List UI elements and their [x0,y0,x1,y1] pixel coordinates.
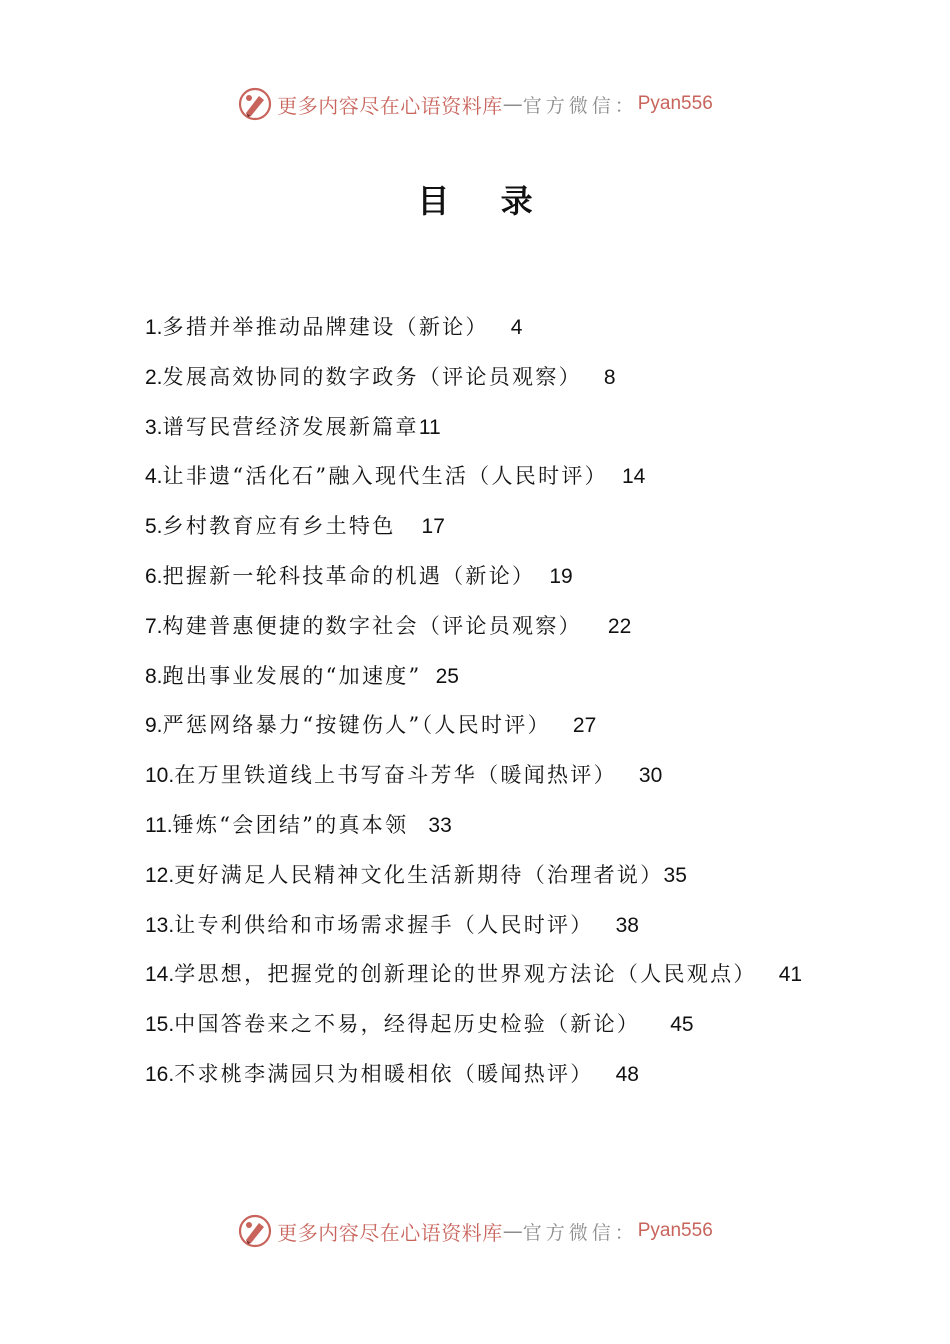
toc-entry[interactable] [145,901,810,951]
banner-label: 官方微信： [522,94,638,117]
toc-page: 27 [572,714,597,738]
toc-title: 更好满足人民精神文化生活新期待（治理者说） [174,862,664,887]
toc-page: 38 [615,913,639,937]
toc-page: 35 [663,863,687,887]
toc-entry[interactable] [145,303,810,353]
toc-entry[interactable] [145,1000,810,1050]
toc-title: 在万里铁道线上书写奋斗芳华（暖闻热评） [174,763,617,788]
toc-page: 19 [549,564,573,588]
toc-title: 跑出事业发展的“加速度” [162,663,422,688]
toc-title: 发展高效协同的数字政务（评论员观察） [162,364,582,389]
toc-number: 15. [145,1013,175,1037]
toc-entry[interactable] [145,403,810,453]
toc-entry[interactable] [145,652,810,702]
toc-page: 45 [670,1013,694,1037]
toc-title: 严惩网络暴力“按键伤人”（人民时评） [162,713,551,738]
toc-title: 构建普惠便捷的数字社会（评论员观察） [162,613,582,638]
toc-page: 41 [778,963,803,987]
toc-page: 25 [435,664,459,688]
toc-number: 7. [145,614,163,638]
toc-number: 1. [145,316,163,339]
toc-number: 12. [145,863,175,887]
toc-title: 学思想，把握党的创新理论的世界观方法论（人民观点） [174,962,757,987]
banner-label: 官方微信： [522,1221,638,1244]
toc-entry[interactable] [145,602,810,652]
toc-title: 谱写民营经济发展新篇章 [162,414,419,439]
toc-number: 3. [145,415,163,439]
page-title: 目 录 [417,182,553,220]
toc-number: 8. [145,664,163,688]
toc-entry[interactable] [145,452,810,502]
toc-page: 33 [428,813,452,837]
toc-number: 16. [145,1062,175,1086]
header-watermark-banner [0,84,950,124]
toc-entry[interactable] [145,1050,810,1100]
toc-title: 让非遗“活化石”融入现代生活（人民时评） [162,464,608,489]
pen-logo-icon [237,86,273,122]
toc-title: 锤炼“会团结”的真本领 [172,812,409,837]
toc-page: 22 [607,614,632,638]
toc-title: 让专利供给和市场需求握手（人民时评） [174,912,594,937]
table-of-contents [145,303,810,1100]
toc-page: 11 [418,415,441,439]
toc-number: 2. [145,365,163,389]
toc-title: 把握新一轮科技革命的机遇（新论） [162,563,536,588]
toc-page: 4 [510,316,523,339]
toc-entry[interactable] [145,751,810,801]
toc-number: 5. [145,515,163,539]
toc-number: 14. [145,963,175,987]
banner-text: 更多内容尽在心语资料库 [277,93,503,118]
toc-page: 48 [615,1062,639,1086]
toc-entry[interactable] [145,851,810,901]
banner-separator: — [502,92,523,116]
toc-entry[interactable] [145,552,810,602]
toc-page: 17 [421,515,445,539]
banner-wechat-id: Pyan556 [637,1220,713,1241]
toc-number: 10. [145,764,175,788]
toc-number: 11. [145,813,173,837]
toc-number: 9. [145,714,163,738]
toc-entry[interactable] [145,701,810,751]
toc-title: 中国答卷来之不易，经得起历史检验（新论） [174,1012,641,1037]
toc-title: 多措并举推动品牌建设（新论） [162,315,489,339]
banner-separator: — [502,1219,523,1243]
toc-title: 不求桃李满园只为相暖相依（暖闻热评） [174,1061,594,1086]
pen-logo-icon [237,1213,273,1249]
toc-page: 30 [638,764,663,788]
toc-entry[interactable] [145,353,810,403]
banner-text: 更多内容尽在心语资料库 [277,1220,503,1245]
toc-title: 乡村教育应有乡土特色 [162,514,396,539]
toc-entry[interactable] [145,801,810,851]
footer-watermark-banner [0,1211,950,1251]
toc-number: 6. [145,564,163,588]
toc-number: 13. [145,913,175,937]
toc-page: 14 [622,465,646,489]
banner-wechat-id: Pyan556 [637,93,713,114]
toc-entry[interactable] [145,950,810,1000]
toc-page: 8 [603,365,616,389]
toc-entry[interactable] [145,502,810,552]
toc-number: 4. [145,465,163,489]
